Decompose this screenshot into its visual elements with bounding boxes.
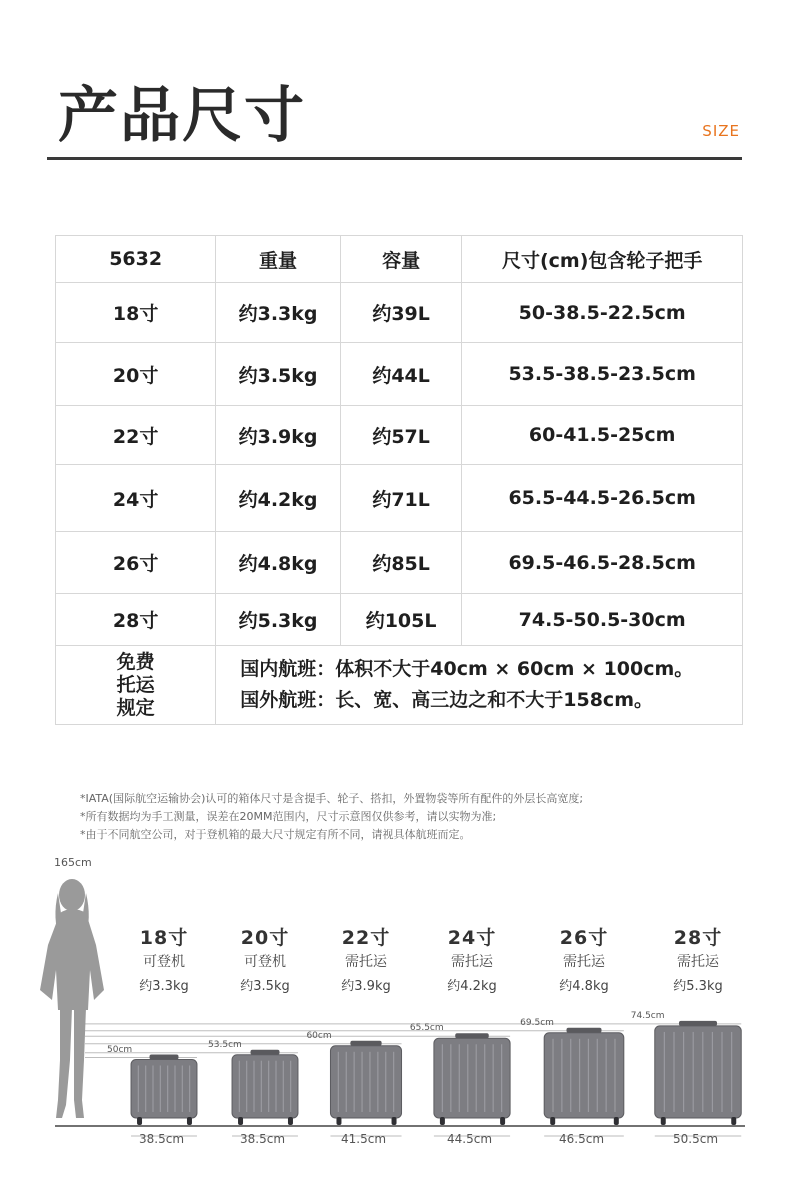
cell-capacity: 约44L	[340, 343, 462, 406]
cell-capacity: 约39L	[340, 283, 462, 343]
cell-weight: 约5.3kg	[216, 594, 341, 646]
header-weight: 重量	[216, 236, 341, 283]
page-title: 产品尺寸	[58, 81, 306, 151]
cell-dimensions: 69.5-46.5-28.5cm	[462, 532, 743, 594]
person-height-label: 165cm	[54, 856, 92, 869]
suitcase-wheel	[336, 1117, 341, 1125]
person-silhouette-icon	[40, 879, 104, 1118]
suitcase-weight: 约4.2kg	[447, 979, 497, 994]
note-line: *IATA(国际航空运输协会)认可的箱体尺寸是含提手、轮子、搭扣，外置物袋等所有配件的外层长高宽度;	[80, 792, 584, 805]
suitcase-wheel	[137, 1117, 142, 1125]
suitcase-handle	[566, 1028, 601, 1033]
cell-dimensions: 53.5-38.5-23.5cm	[462, 343, 743, 406]
suitcase-weight: 约3.9kg	[341, 979, 391, 994]
height-label: 65.5cm	[409, 1023, 444, 1034]
suitcase-size: 18寸	[139, 927, 189, 949]
suitcase-wheel	[614, 1117, 619, 1125]
cell-capacity: 约71L	[340, 465, 462, 532]
cell-size: 28寸	[56, 594, 216, 646]
suitcase-3	[330, 1041, 401, 1125]
suitcase-size: 20寸	[240, 927, 290, 949]
suitcase-wheel	[238, 1117, 243, 1125]
suitcase-info	[534, 923, 634, 994]
suitcase-info	[215, 923, 315, 994]
width-label: 50.5cm	[673, 1132, 719, 1146]
suitcase-size: 26寸	[559, 927, 609, 949]
cell-weight: 约4.2kg	[216, 465, 341, 532]
domestic-rule: 国内航班：体积不大于40cm × 60cm × 100cm。	[240, 658, 694, 680]
cell-capacity: 约85L	[340, 532, 462, 594]
cell-weight: 约3.5kg	[216, 343, 341, 406]
width-label: 38.5cm	[240, 1132, 286, 1146]
suitcase-wheel	[187, 1117, 192, 1125]
cell-capacity: 约105L	[340, 594, 462, 646]
cell-dimensions: 60-41.5-25cm	[462, 406, 743, 465]
suitcase-wheel	[550, 1117, 555, 1125]
height-label: 69.5cm	[520, 1017, 554, 1028]
suitcase-wheel	[661, 1117, 666, 1125]
width-label: 38.5cm	[139, 1132, 185, 1146]
suitcase-kind: 可登机	[244, 954, 286, 970]
size-tag: SIZE	[702, 122, 740, 140]
height-label: 53.5cm	[208, 1039, 242, 1050]
suitcase-1	[131, 1055, 197, 1126]
free-label-line: 规定	[116, 696, 155, 719]
suitcase-4	[434, 1033, 510, 1125]
suitcase-handle	[455, 1033, 489, 1038]
suitcase-weight: 约3.3kg	[139, 979, 189, 994]
cell-weight: 约4.8kg	[216, 532, 341, 594]
suitcase-body	[434, 1038, 510, 1118]
header-dimensions: 尺寸(cm)包含轮子把手	[462, 236, 743, 283]
suitcase-handle	[679, 1021, 717, 1026]
cell-dimensions: 74.5-50.5-30cm	[462, 594, 743, 646]
suitcase-wheel	[440, 1117, 445, 1125]
suitcase-wheel	[288, 1117, 293, 1125]
suitcase-size: 22寸	[341, 927, 391, 949]
suitcase-kind: 需托运	[563, 954, 605, 970]
suitcase-handle	[149, 1055, 178, 1060]
note-line: *由于不同航空公司，对于登机箱的最大尺寸规定有所不同，请视具体航班而定。	[80, 828, 471, 841]
suitcase-wheel	[500, 1117, 505, 1125]
cell-size: 26寸	[56, 532, 216, 594]
suitcase-handle	[350, 1041, 381, 1046]
suitcase-info	[648, 923, 748, 994]
suitcase-body	[655, 1026, 741, 1118]
width-label: 46.5cm	[559, 1132, 605, 1146]
header-capacity: 容量	[340, 236, 462, 283]
suitcase-handle	[250, 1050, 279, 1055]
height-label: 50cm	[107, 1044, 133, 1055]
cell-size: 24寸	[56, 465, 216, 532]
suitcase-info	[114, 923, 214, 994]
suitcase-body	[330, 1046, 401, 1118]
suitcase-weight: 约3.5kg	[240, 979, 290, 994]
suitcase-kind: 需托运	[345, 954, 387, 970]
cell-weight: 约3.9kg	[216, 406, 341, 465]
suitcase-info	[422, 923, 522, 994]
suitcase-body	[544, 1033, 624, 1118]
cell-dimensions: 65.5-44.5-26.5cm	[462, 465, 743, 532]
cell-weight: 约3.3kg	[216, 283, 341, 343]
suitcase-info	[316, 923, 416, 994]
suitcase-2	[232, 1050, 298, 1125]
cell-dimensions: 50-38.5-22.5cm	[462, 283, 743, 343]
height-label: 74.5cm	[630, 1010, 665, 1021]
suitcase-wheel	[731, 1117, 736, 1125]
width-label: 44.5cm	[447, 1132, 493, 1146]
suitcase-size: 28寸	[673, 927, 723, 949]
free-label-line: 免费	[116, 650, 155, 673]
suitcase-weight: 约5.3kg	[673, 979, 723, 994]
suitcase-5	[544, 1028, 624, 1125]
suitcase-kind: 需托运	[451, 954, 493, 970]
cell-size: 20寸	[56, 343, 216, 406]
suitcase-weight: 约4.8kg	[559, 979, 609, 994]
suitcase-size: 24寸	[447, 927, 497, 949]
width-label: 41.5cm	[341, 1132, 387, 1146]
suitcase-body	[131, 1060, 197, 1119]
suitcase-kind: 可登机	[143, 954, 185, 970]
note-line: *所有数据均为手工测量，误差在20MM范围内，尺寸示意图仅供参考，请以实物为准;	[80, 810, 497, 823]
suitcase-kind: 需托运	[677, 954, 719, 970]
header-model: 5632	[56, 236, 216, 283]
cell-size: 18寸	[56, 283, 216, 343]
cell-size: 22寸	[56, 406, 216, 465]
height-label: 60cm	[306, 1030, 332, 1041]
suitcase-wheel	[392, 1117, 397, 1125]
suitcase-6	[655, 1021, 741, 1125]
international-rule: 国外航班：长、宽、高三边之和不大于158cm。	[240, 689, 653, 711]
free-label-line: 托运	[116, 673, 155, 696]
suitcase-body	[232, 1055, 298, 1118]
cell-capacity: 约57L	[340, 406, 462, 465]
